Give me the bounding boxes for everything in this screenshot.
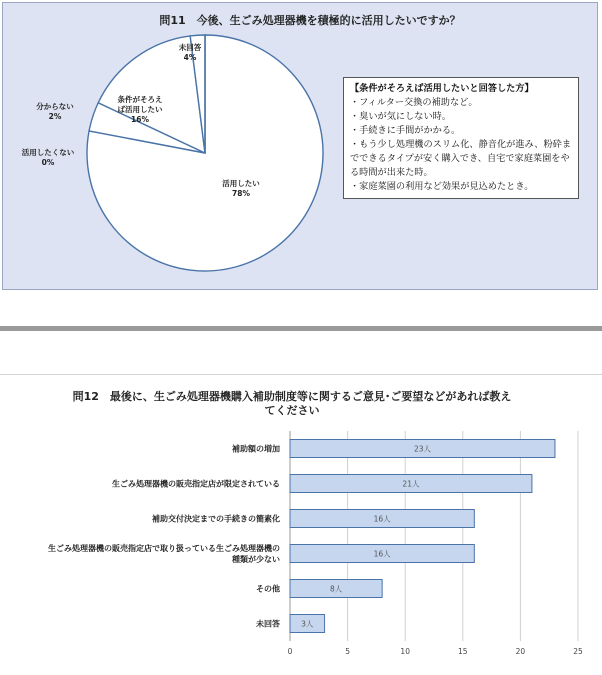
bar-chart-title: 問12 最後に、生ごみ処理器機購入補助制度等に関するご意見･ご要望などがあれば教え [72,390,512,403]
condition-notes-box [343,77,579,199]
condition-note-item: ・フィルター交換の補助など。 [350,97,478,108]
bar-value-label: 21人 [402,479,420,489]
category-label: 補助交付決定までの手続きの簡素化 [152,514,280,524]
category-label: 補助額の増加 [232,444,280,454]
bar-value-label: 3人 [301,619,314,629]
pie-slice-label: 活用したくない [21,148,75,157]
x-tick-label: 20 [515,647,526,656]
category-label: その他 [256,584,280,594]
x-tick-label: 15 [458,647,468,656]
bar-chart-title: てください [264,404,320,417]
pie-slice-label: 活用したい [222,179,260,188]
bar-value-label: 16人 [373,549,391,559]
bar-chart [0,375,602,671]
pie-slice-label: 0% [41,158,55,167]
pie-slice-label: 4% [183,53,197,62]
section-divider [0,326,602,331]
bar-value-label: 23人 [413,444,432,454]
condition-notes-title: 【条件がそろえば活用したいと回答した方】 [350,83,534,94]
pie-chart-panel [2,2,598,290]
category-label: 生ごみ処理器機の販売指定店が限定されている [112,479,280,489]
pie-slice-label: 未回答 [178,43,202,52]
bar-value-label: 16人 [373,514,391,524]
x-tick-label: 0 [287,647,293,656]
x-tick-label: 5 [345,647,350,656]
pie-slice-label: 条件がそろえ [117,95,163,104]
x-tick-label: 10 [400,647,410,656]
pie-slice-label: 2% [48,112,62,121]
condition-note-item: ・臭いが気にしない時。 [350,111,452,122]
category-label: 生ごみ処理器機の販売指定店で取り扱っている生ごみ処理器機の [48,544,280,553]
category-label: 未回答 [256,619,280,629]
pie-slice-label: 分からない [36,102,74,111]
condition-note-item: ・もう少し処理機のスリム化、静音化が進み、粉砕までできるタイプが安く購入でき、自宅で家庭菜園をやる時間が出来た時。 [350,139,572,178]
pie-slice-label: ば活用したい [117,105,163,114]
condition-note-item: ・手続きに手間がかかる。 [350,125,461,136]
pie-chart-title: 問11 今後、生ごみ処理器機を積極的に活用したいですか？ [159,14,461,27]
bar-chart-panel [0,374,602,671]
category-label: 種類が少ない [232,555,280,564]
pie-slice-label: 16% [131,115,149,124]
bar-value-label: 8人 [329,584,343,594]
x-tick-label: 25 [573,647,583,656]
pie-slice-label: 78% [232,189,250,198]
condition-note-item: ・家庭菜園の利用など効果が見込めたとき。 [350,181,534,192]
